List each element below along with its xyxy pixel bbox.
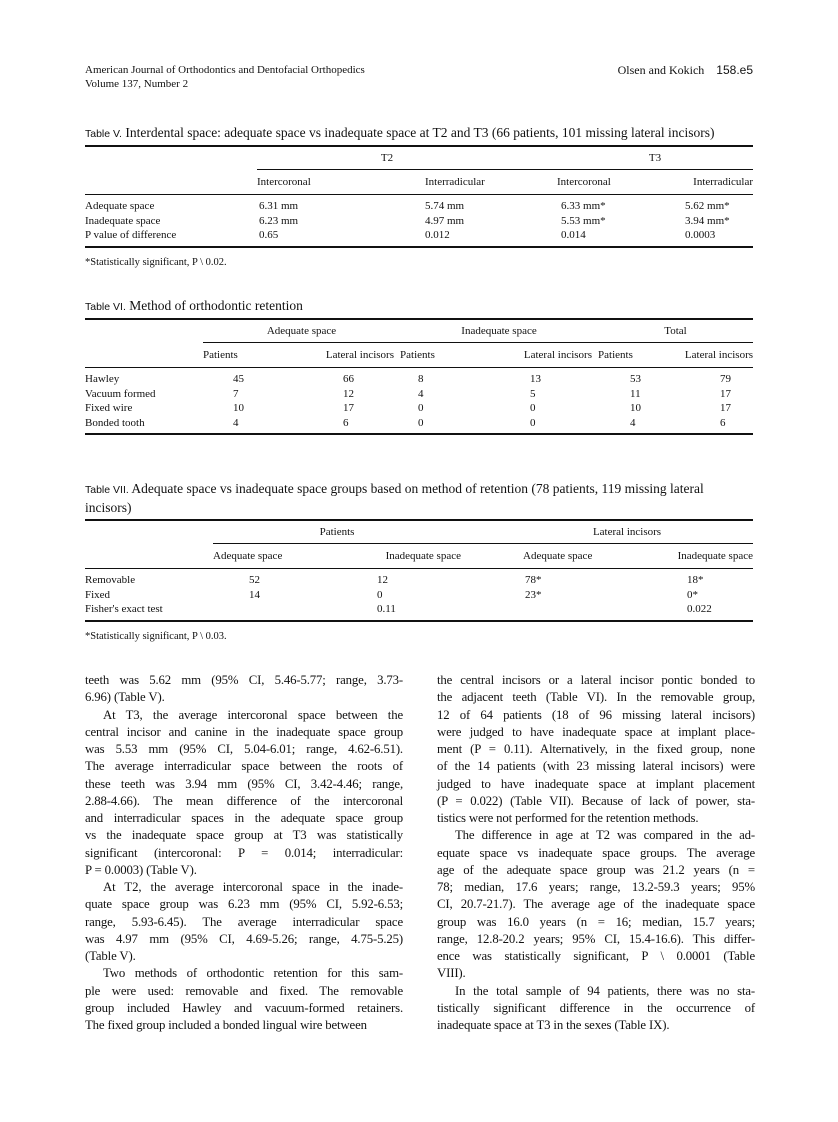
row-label: Fisher's exact test [85,602,213,621]
table-cell: 0 [530,402,536,414]
column-header: Adequate space [213,544,361,569]
body-text-line: teeth was 5.62 mm (95% CI, 5.46-5.77; range, 3.73- [85,673,403,687]
table-7 [85,480,753,642]
table-row [85,214,753,229]
body-text-line: range, 5.93-6.45). The average interradicular space [85,914,403,929]
table-cell: 53 [630,373,642,385]
group-header: Adequate space [266,324,337,337]
body-text-line: and interradicular spaces in the adequate space group [85,811,403,825]
body-text-line: Two methods of orthodontic retention for this sam- [103,966,403,981]
column-header: Lateral incisors [283,343,400,368]
table-cell: 10 [630,402,642,414]
body-text-line: these teeth was 3.94 mm (95% CI, 3.42-4.46; range, [85,776,403,791]
table-footnote: *Statistically significant, P \ 0.02. [85,256,227,268]
group-header: T3 [648,151,662,164]
table-caption [85,480,753,516]
group-header: T2 [380,151,394,164]
body-text-line: age of the adequate space group was 21.2 years (n = [437,862,755,877]
body-text-line: 78; median, 17.6 years; range, 13.2-59.3 years; 95% [437,880,755,894]
table-cell: 0 [418,402,424,414]
body-column-left [85,672,403,1034]
table-cell: 23* [525,588,542,601]
table-row [85,602,753,621]
column-header: Adequate space [461,544,607,569]
column-header: Inadequate space [361,544,461,569]
table-cell: 0.0003 [653,228,753,247]
body-text-line: were judged to have inadequate space at implant place- [437,724,755,739]
body-text-line: group included Hawley and vacuum-formed retainers. [85,1000,403,1015]
body-text-line: equate space vs inadequate space groups. The average [437,845,755,860]
table-title: Method of orthodontic retention [129,298,303,313]
table-cell: 78* [525,574,542,586]
row-label: Inadequate space [85,214,161,227]
body-text-line: VIII). [437,966,466,981]
journal-volume: Volume 137, Number 2 [85,78,189,90]
group-header: Inadequate space [461,324,537,337]
body-column-right [437,672,755,1034]
body-text-line: group was 16.0 years (n = 16; median, 15.7 years; [437,914,755,929]
body-text-line: of the 14 patients (with 23 missing lateral incisors) were [437,759,755,774]
table-row [85,569,753,588]
table-cell: 6 [678,416,753,435]
row-label: P value of difference [85,228,257,247]
body-text-line: was 4.97 mm (95% CI, 4.69-5.26; range, 4.75-5.25) [85,931,403,946]
table-caption [85,297,753,316]
table-cell: 18* [687,574,704,586]
table-cell: 66 [343,373,354,385]
column-header: Inadequate space [607,544,753,569]
body-text-line: At T2, the average intercoronal space in the inade- [103,880,403,894]
journal-name: American Journal of Orthodontics and Dentofacial Orthopedics [85,64,365,76]
body-text-line: ple were used: removable and fixed. The removable [85,983,403,998]
table-caption [85,124,753,143]
group-header: Patients [319,525,355,538]
table-cell: 5.74 mm [425,200,465,212]
table-row [85,387,753,402]
table-cell: 0.014 [517,228,653,247]
body-text-line: the adjacent teeth (Table VI). In the removable group, [437,690,755,705]
table-label: Table VI. [85,301,126,313]
body-text-line: the central incisors or a lateral incisor pontic bonded to [437,673,755,687]
table-row [85,195,753,214]
running-header-right [618,63,753,77]
table-cell: 12 [343,387,354,400]
table-footnote: *Statistically significant, P \ 0.03. [85,630,227,642]
table-cell: 0.022 [607,602,753,621]
group-header: Total [664,324,687,337]
row-label: Bonded tooth [85,416,203,435]
table-cell: 0* [687,588,698,601]
column-header: Patients [598,343,678,368]
table-cell: 5.53 mm* [561,214,606,227]
column-header: Patients [400,343,480,368]
body-text-line: was 5.53 mm (95% CI, 5.04-6.01; range, 4.62-6.51). [85,742,403,756]
table-cell [213,602,361,621]
table-cell: 52 [249,574,260,586]
table-title: Adequate space vs inadequate space groups based on method of retention (78 patients, 119 missing lateral incisors) [85,481,704,515]
body-text-line: 6.96) (Table V). [85,690,165,705]
column-header: Intercoronal [257,170,397,195]
table-cell: 11 [630,387,641,400]
body-text-line: 2.88-4.66). The mean difference of the intercoronal [85,793,403,808]
body-text-line: In the total sample of 94 patients, there was no sta- [455,983,755,998]
table-cell: 4 [203,416,283,435]
table-cell: 7 [233,387,239,400]
table-cell: 0.012 [397,228,517,247]
table-cell: 4 [598,416,678,435]
body-text-line: inadequate space at T3 in the sexes (Table IX). [437,1018,670,1032]
body-text-line: 12 of 64 patients (18 of 96 missing lateral incisors) [437,707,755,722]
table-6 [85,297,753,435]
column-header: Intercoronal [517,170,653,195]
table-cell: 4.97 mm [425,214,465,227]
table-cell: 0.65 [257,228,397,247]
table-row [85,416,753,435]
page-number: 158.e5 [716,63,753,77]
body-text-line: The difference in age at T2 was compared in the ad- [455,828,755,843]
table-cell: 3.94 mm* [685,214,730,227]
authors: Olsen and Kokich [617,63,705,77]
table-cell: 0 [480,416,598,435]
table-row [85,401,753,416]
table-cell: 6.33 mm* [561,200,606,212]
column-header: Patients [203,343,283,368]
table-cell: 4 [418,387,424,400]
body-text-line: (Table V). [85,949,136,963]
table-cell: 6.31 mm [259,200,299,212]
row-label: Hawley [85,373,120,385]
row-label: Fixed wire [85,402,133,414]
body-text-line: P = 0.0003) (Table V). [85,862,197,877]
body-text-line: judged to have inadequate space at implant placement [437,776,755,791]
table-row [85,228,753,247]
group-header: Lateral incisors [592,525,662,538]
table-label: Table VII. [85,484,129,496]
row-label: Vacuum formed [85,387,156,400]
table-cell: 79 [720,373,732,385]
body-text-line: The fixed group included a bonded lingual wire between [85,1018,367,1032]
body-text-line: tistically significant difference in the occurrence of [437,1000,755,1015]
body-text-line: ence was statistically significant, P \ 0.0001 (Table [437,949,755,963]
body-text-line: range, 12.8-20.2 years; 95% CI, 15.4-16.6). This differ- [437,931,755,946]
body-text-line: CI, 20.7-21.7). The average age of the inadequate space [437,897,755,912]
body-text-line: The average interradicular space between the roots of [85,759,403,774]
table-label: Table V. [85,128,122,140]
table-cell: 10 [233,402,244,414]
body-text-line: central incisor and canine in the inadequate space group [85,724,403,739]
column-header: Lateral incisors [678,343,753,368]
row-label: Fixed [85,588,111,601]
row-label: Removable [85,574,136,586]
body-text-line: vs the inadequate space group at T3 was statistically [85,828,403,843]
table-cell: 17 [720,387,732,400]
column-header: Lateral incisors [480,343,598,368]
table-cell: 0 [377,588,383,601]
table-row [85,588,753,603]
running-header-left [85,63,365,91]
table-5 [85,124,753,268]
column-header: Interradicular [397,170,517,195]
table-cell: 5 [530,387,536,400]
column-header: Interradicular [653,170,753,195]
body-text-line: quate space group was 6.23 mm (95% CI, 5.92-6.53; [85,897,403,912]
table-cell: 12 [377,574,388,586]
body-text-line: (P = 0.022) (Table VII). Because of lack of power, sta- [437,793,755,808]
table-cell: 8 [418,373,424,385]
body-text-line: ment (P = 0.11). Alternatively, in the fixed group, none [437,742,755,756]
table-cell: 0 [400,416,480,435]
table-title: Interdental space: adequate space vs inadequate space at T2 and T3 (66 patients, 101 missing lateral incisors) [125,125,715,140]
body-text-line: At T3, the average intercoronal space between the [103,707,403,722]
table-cell: 6.23 mm [259,214,299,227]
table-cell: 6 [283,416,400,435]
table-cell [461,602,607,621]
table-cell: 17 [343,402,354,414]
table-cell: 45 [233,373,244,385]
table-cell: 5.62 mm* [685,200,730,212]
table-cell: 0.11 [361,602,461,621]
table-row [85,368,753,387]
table-cell: 14 [249,588,260,601]
row-label: Adequate space [85,200,155,212]
body-text-line: significant (intercoronal: P = 0.014; interradicular: [85,845,403,860]
table-cell: 17 [720,402,732,414]
body-text-line: tistics were not performed for the retention methods. [437,811,699,825]
table-cell: 13 [530,373,542,385]
